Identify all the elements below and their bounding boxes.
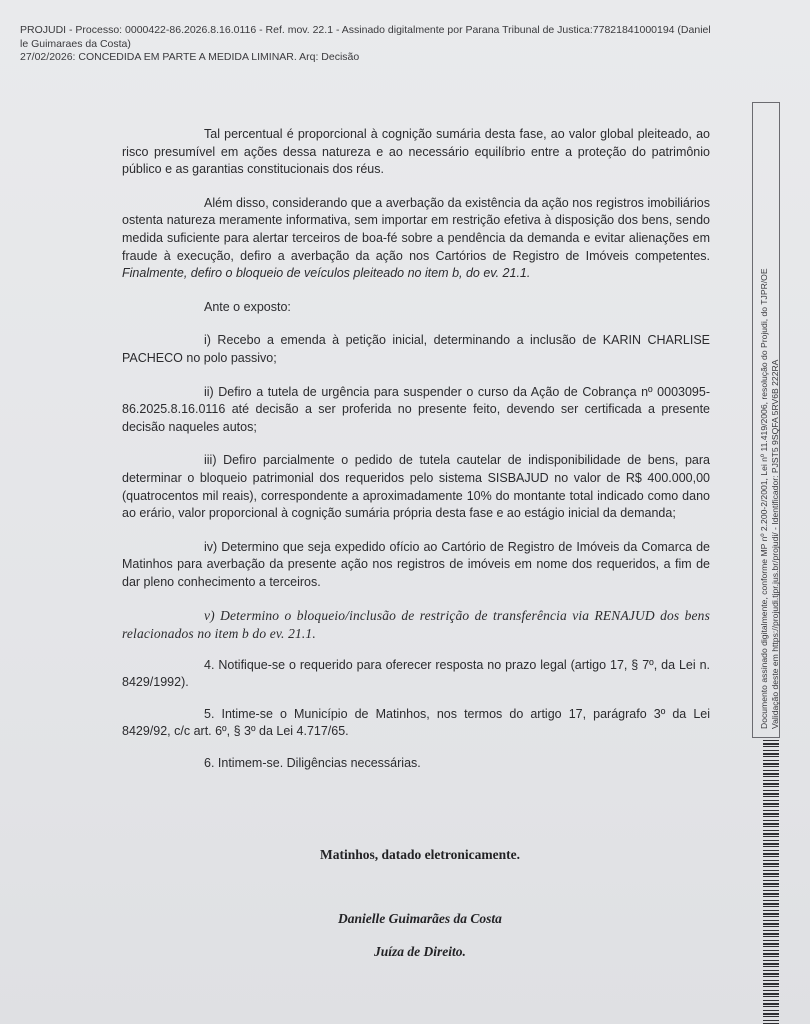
signer-name: Danielle Guimarães da Costa xyxy=(338,911,502,926)
paragraph-averbacao xyxy=(122,195,710,283)
paragraph-averbacao-italic: Finalmente, defiro o bloqueio de veículos pleiteado no item b, do ev. 21.1. xyxy=(122,266,531,281)
item-5: 5. Intime-se o Município de Matinhos, nos termos do artigo 17, parágrafo 3º da Lei 8429/92, c/c art. 6º, § 3º da Lei 4.717/65. xyxy=(122,706,710,739)
item-v: v) Determino o bloqueio/inclusão de restrição de transferência via RENAJUD dos bens relacionados no item b do ev. 21.1. xyxy=(122,608,710,642)
validation-barcode xyxy=(763,740,779,1024)
place-date-line: Matinhos, datado eletronicamente. xyxy=(320,847,520,862)
paragraph-averbacao-text: Além disso, considerando que a averbação da existência da ação nos registros imobiliários ostenta natureza meramente informativa, sem importar em restrição efetiva à disposição dos bens, sendo medida suficiente para alertar terceiros de boa-fé sobre a pendência da demanda e evitar alienações em fraude à execução, defiro a averbação da ação nos Cartórios de Registro de Imóveis competentes. xyxy=(122,195,710,263)
document-header xyxy=(20,24,750,65)
paragraph-ante-exposto: Ante o exposto: xyxy=(204,299,291,314)
decision-body xyxy=(122,126,710,773)
item-6: 6. Intimem-se. Diligências necessárias. xyxy=(204,756,421,771)
header-date-line: 27/02/2026: CONCEDIDA EM PARTE A MEDIDA LIMINAR. Arq: Decisão xyxy=(20,51,360,63)
stamp-line-1: Documento assinado digitalmente, conforme MP nº 2.200-2/2001, Lei nº 11.419/2006, resolução do Projudi, do TJPR/OE xyxy=(759,268,769,729)
paragraph-proportionality: Tal percentual é proporcional à cognição sumária desta fase, ao valor global pleiteado, ao risco presumível em ações dessa natureza e ao necessário equilíbrio entre a proteção do patrimônio público e as garantias constitucionais dos réus. xyxy=(122,127,710,177)
item-iii: iii) Defiro parcialmente o pedido de tutela cautelar de indisponibilidade de bens, para determinar o bloqueio patrimonial dos requeridos pelo sistema SISBAJUD no valor de R$ 400.000,00 (quatrocentos mil reais), correspondente a aproximadamente 10% do montante total indicado como dano ao erário, valor proporcional à cognição sumária própria desta fase e ao estágio inicial da demanda; xyxy=(122,453,710,521)
header-signer-line: le Guimaraes da Costa) xyxy=(20,37,131,50)
digital-signature-stamp xyxy=(752,102,780,738)
stamp-text xyxy=(759,111,781,729)
item-iv: iv) Determino que seja expedido ofício ao Cartório de Registro de Imóveis da Comarca de Matinhos para averbação da presente ação nos registros de imóveis em nome dos requeridos, a fim de dar pleno conhecimento a terceiros. xyxy=(122,539,710,589)
stamp-line-2: Validação deste em https://projudi.tjpr.jus.br/projudi/ - Identificador: PJST5 9SQFA 5RV6B 222RA xyxy=(769,359,780,729)
item-i: i) Recebo a emenda à petição inicial, determinando a inclusão de KARIN CHARLISE PACHECO no polo passivo; xyxy=(122,333,710,365)
item-4: 4. Notifique-se o requerido para oferecer resposta no prazo legal (artigo 17, § 7º, da Lei n. 8429/1992). xyxy=(122,657,710,690)
signer-role: Juíza de Direito. xyxy=(374,944,466,959)
item-ii: ii) Defiro a tutela de urgência para suspender o curso da Ação de Cobrança nº 0003095-86.2025.8.16.0116 até decisão a ser proferida no presente feito, devendo ser certificada a presente decisão naqueles autos; xyxy=(122,384,710,434)
header-process-line: PROJUDI - Processo: 0000422-86.2026.8.16.0116 - Ref. mov. 22.1 - Assinado digitalmente por Parana Tribunal de Justica:77821841000194 (Daniel xyxy=(20,24,711,36)
